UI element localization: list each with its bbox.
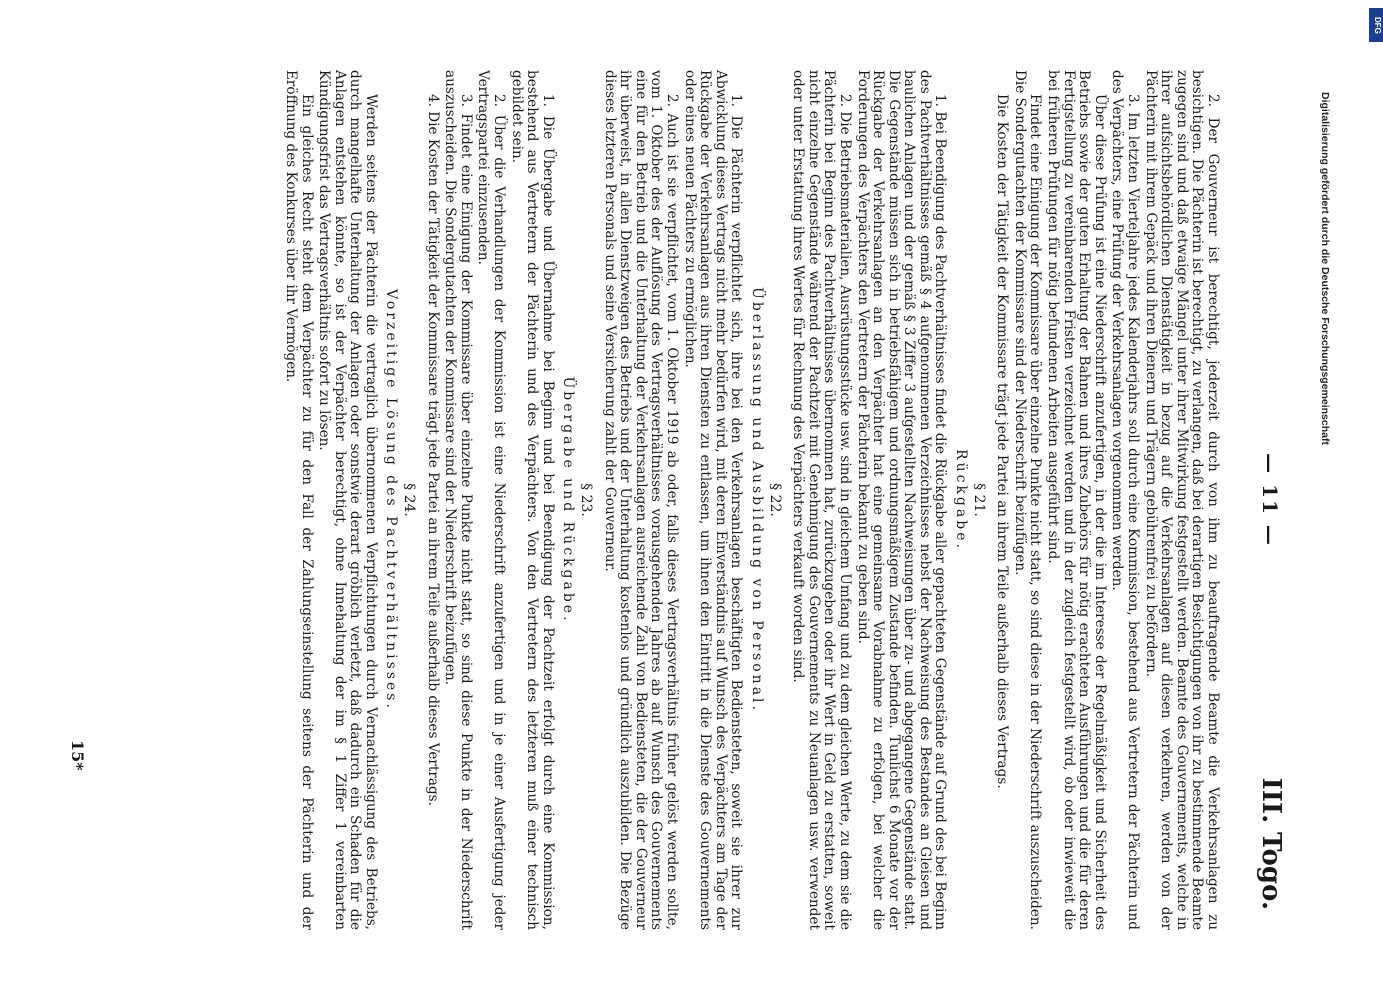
paragraph: Werden seitens der Pächterin die vertraglich übernommenen Verpflichtungen durch Vernachlässigung des Betriebs, durch mangelhafte Unterhaltung der Anlagen oder sonstwie derart gröblich verletzt, daß dadurch ein Schaden für die Anlagen entstehen könnte, so ist der Verpächter berechtigt, ohne Innehaltung der im § 1 Ziffer 1 vereinbarten Kündigungsfrist das Vertragsverhältnis sofort zu lösen. — [316, 70, 379, 930]
paragraph: Über diese Prüfung ist eine Niederschrift anzufertigen, in der die im Interesse der Regelmäßigkeit und Sicherheit des Betriebs sowie der guten Erhaltung der Bahnen und ihres Zubehörs für nötig erachteten Ausführungen und die für deren Fertigstellung zu vereinbarenden Fristen verzeichnet werden und in der zugleich festgestellt wird, ob oder inwieweit die bei früheren Prüfungen für nötig befundenen Arbeiten ausgeführt sind. — [1045, 70, 1108, 930]
paragraph: 2. Der Gouverneur ist berechtigt, jederzeit durch von ihm zu beauftragende Beamte die Verkehrsanlagen zu besichtigen. Die Pächterin ist berechtigt, zu verlangen, daß bei derartigen Besichtigungen von ihr zu bestimmende Beamte zugegen sind und daß etwaige Mängel unter ihrer Mitwirkung festgestellt werden. Beamte des Gouvernements, welche in ihrer aufsichtsbehördlichen Dienstätigkeit in bezug auf die Verkehrsanlagen auf diesen verkehren, werden von der Pächterin mit ihrem Gepäck und ihren Dienern und Trägern gebührenfrei zu befördern. — [1142, 70, 1221, 930]
funding-note: Digitalisierung gefördert durch die Deutsche Forschungsgemeinschaft — [1319, 92, 1331, 445]
section-title: Vorzeitige Lösung des Pachtverhältnisses. — [383, 289, 400, 711]
signature-mark: 15* — [68, 740, 87, 771]
paragraph: 2. Auch ist sie verpflichtet, vom 1. Oktober 1919 ab oder, falls dieses Vertragsverhältnis früher gelöst werden sollte, vom 1. Oktober des der Auflösung des Vertragsverhältnisses vorausgehenden Jahres ab auf Wunsch des Gouvernements eine für den Betrieb und die Unterhaltung der Verkehrsanlagen ausreichende Zahl von Bediensteten, die der Gouverneur ihr überweist, in allen Dienstzweigen des Betriebs und der Unterhaltung kostenlos und gründlich auszubilden. Die Bezüge dieses letzteren Personals und seine Versicherung zahlt der Gouverneur. — [601, 70, 680, 930]
page-number: — 11 — — [1258, 453, 1282, 547]
page-body — [70, 70, 1220, 930]
paragraph: 2. Über die Verhandlungen der Kommission ist eine Niederschrift anzufertigen und in je einer Ausfertigung jeder Vertragspartei einzusenden. — [475, 70, 508, 930]
section-number: § 22. — [766, 483, 783, 517]
page-header — [1230, 60, 1290, 940]
section-title: Übergabe und Rückgabe. — [560, 376, 577, 624]
paragraph: 1. Bei Beendigung des Pachtverhältnisses findet die Rückgabe aller gepachteten Gegenstände auf Grund des bei Beginn des Pachtverhältnisses gemäß § 4 aufgenommenen Verzeichnisses nebst der Nachweisung des Bestandes an Gleisen und baulichen Anlagen und der gemäß § 3 Ziffer 3 aufgestellten Nachweisungen über zu- und abgegangene Gegenstände statt. Die Gegenstände müssen sich in betriebsfähigem und ordnungsmäßigem Zustande befinden. Tunlichst 6 Monate vor der Rückgabe der Verkehrsanlagen an den Verpächter hat eine gemeinsame Vorabnahme zu erfolgen, bei welcher die Forderungen des Verpächters den Vertretern der Pächterin bekannt zu geben sind. — [854, 70, 949, 930]
section-number: § 23. — [578, 483, 595, 517]
paragraph: 2. Die Betriebsmaterialien, Ausrüstungsstücke usw. sind in gleichem Umfang und zu dem gleichen Werte, zu dem sie die Pächterin bei Beginn des Pachtverhältnisses übernommen hat, zurückzugeben oder ihr Wert in Geld zu erstatten, soweit nicht einzelne Gegenstände während der Pachtzeit mit Genehmigung des Gouvernements zu Neuanlagen usw. verwendet oder unter Erstattung ihres Wertes für Rechnung des Verpächters verkauft worden sind. — [790, 70, 853, 930]
paragraph: Ein gleiches Recht steht dem Verpächter zu für den Fall der Zahlungseinstellung seitens der Pächterin und der Eröffnung des Konkurses über ihr Vermögen. — [282, 70, 315, 930]
paragraph: 1. Die Pächterin verpflichtet sich, ihre bei den Verkehrsanlagen beschäftigten Bediensteten, soweit sie ihrer zur Abwicklung dieses Vertrags nicht mehr bedürfen wird, mit deren Einverständnis auf Wunsch des Verpächters am Tage der Rückgabe der Verkehrsanlagen aus ihren Diensten zu entlassen, um ihnen den Eintritt in die Dienste des Gouvernements oder eines neuen Pächters zu ermöglichen. — [681, 70, 745, 930]
rotated-page — [50, 60, 1290, 940]
paragraph: Die Kosten der Tätigkeit der Kommissare trägt jede Partei an ihrem Teile außerhalb dieses Vertrags. — [994, 94, 1011, 789]
section-number: § 21. — [970, 483, 987, 517]
section-title: Rückgabe. — [953, 449, 970, 551]
section-number: § 24. — [401, 483, 418, 517]
paragraph: 3. Findet eine Einigung der Kommissare über einzelne Punkte nicht statt, so sind diese Punkte in der Niederschrift auszuscheiden. Die Sondergutachten der Kommissare sind der Niederschrift beizufügen. — [442, 70, 474, 930]
paragraph: 3. Im letzten Vierteljahre jedes Kalenderjahrs soll durch eine Kommission, bestehend aus Vertretern der Pächterin und des Verpächters, eine Prüfung der Verkehrsanlagen vorgenommen werden. — [1109, 70, 1142, 930]
dfg-logo: DFG — [1369, 8, 1383, 42]
paragraph: Findet eine Einigung der Kommissare über einzelne Punkte nicht statt, so sind diese in der Niederschrift auszuscheiden. Die Sondergutachten der Kommissare sind der Niederschrift beizufügen. — [1011, 70, 1044, 930]
section-heading: III. Togo. — [1256, 777, 1286, 910]
paragraph: 4. Die Kosten der Tätigkeit der Kommissare trägt jede Partei an ihrem Teile außerhalb dieses Vertrags. — [424, 94, 441, 806]
section-title: Überlassung und Ausbildung von Personal. — [748, 287, 765, 713]
paragraph: 1. Die Übergabe und Übernahme bei Beginn und bei Beendigung der Pachtzeit erfolgt durch eine Kommission, bestehend aus Vertretern der Pächterin und des Verpächters. Von den Vertretern des letzteren muß einer technisch gebildet sein. — [508, 70, 556, 930]
